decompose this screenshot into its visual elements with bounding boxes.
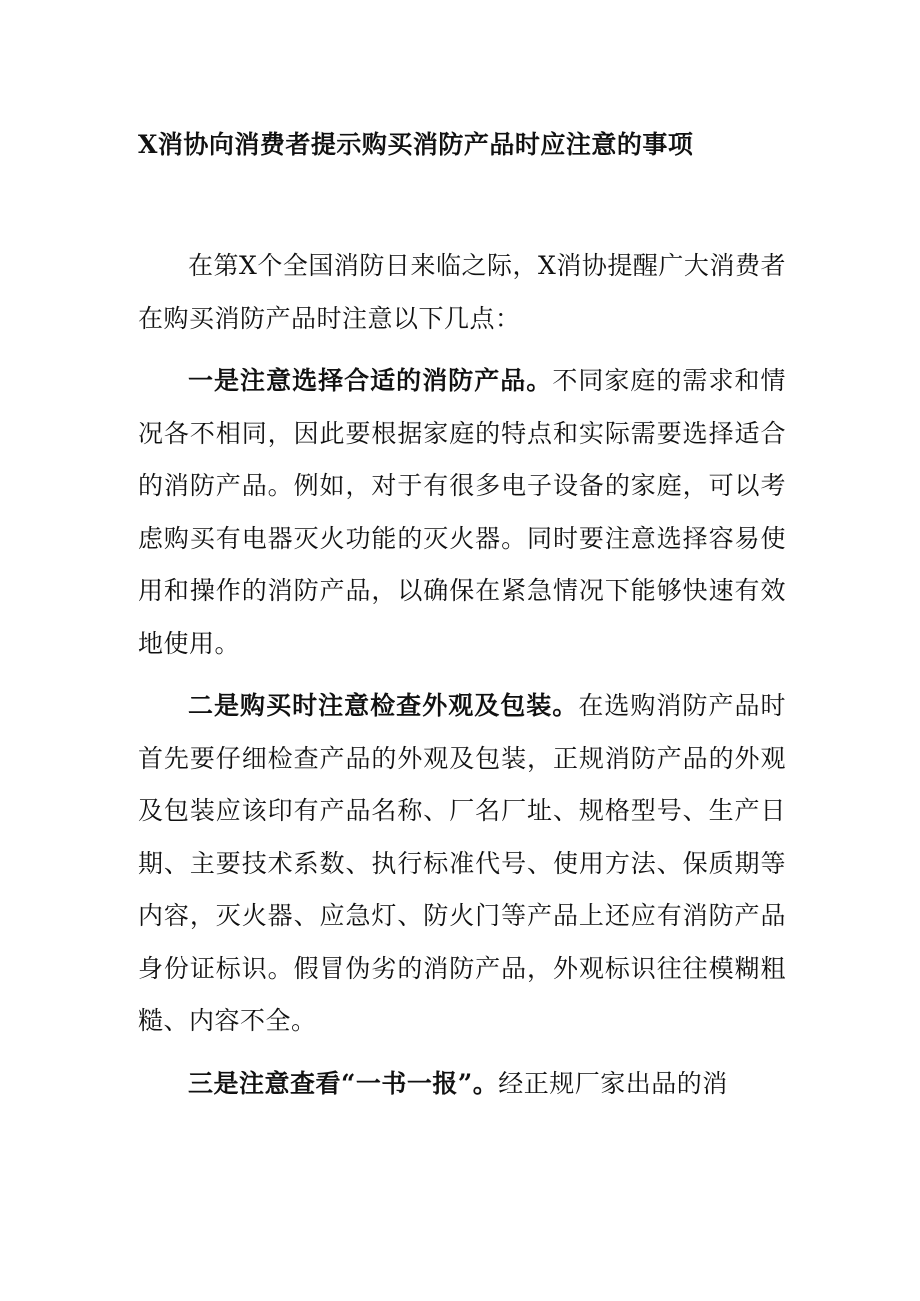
paragraph-lead: 一是注意选择合适的消防产品。 [188,366,553,395]
paragraph-intro [138,240,786,345]
paragraph-text: 经正规厂家出品的消 [498,1068,728,1098]
document-title: X消协向消费者提示购买消防产品时应注意的事项 [138,130,694,159]
paragraph-point-2 [138,680,786,1048]
paragraph-text: 在选购消防产品时首先要仔细检查产品的外观及包装，正规消防产品的外观及包装应该印有产品名称、厂名厂址、规格型号、生产日期、主要技术系数、执行标准代号、使用方法、保质期等内容，灭火器、应急灯、防火门等产品上还应有消防产品身份证标识。假冒伪劣的消防产品，外观标识往往模糊粗糙、内容不全。 [138,691,786,1035]
document-body [138,240,786,1110]
paragraph-lead: 三是注意查看“一书一报”。 [188,1068,499,1098]
paragraph-lead: 二是购买时注意检查外观及包装。 [188,691,579,720]
paragraph-point-1 [138,355,786,670]
paragraph-text: 在第X个全国消防日来临之际，X消协提醒广大消费者在购买消防产品时注意以下几点： [138,251,786,333]
paragraph-point-3 [138,1058,786,1111]
paragraph-text: 不同家庭的需求和情况各不相同，因此要根据家庭的特点和实际需要选择适合的消防产品。例如，对于有很多电子设备的家庭，可以考虑购买有电器灭火功能的灭火器。同时要注意选择容易使用和操作的消防产品，以确保在紧急情况下能够快速有效地使用。 [138,366,786,658]
